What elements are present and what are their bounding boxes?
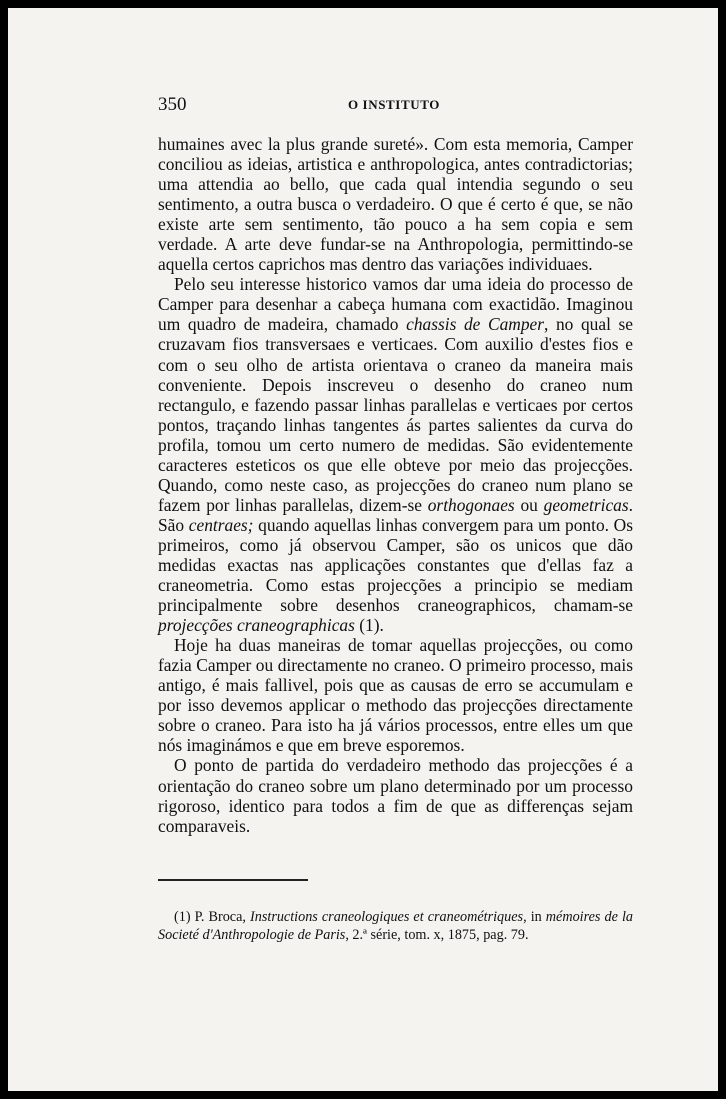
footnote-text: (1) P. Broca,	[174, 909, 251, 925]
footnote-journal: mémoires de la Societé d'Anthropologie de Paris	[158, 909, 633, 943]
book-page	[8, 8, 718, 1091]
footnote-text: , 2.ª série, tom. x, 1875, pag. 79.	[345, 927, 529, 943]
body-text	[158, 134, 633, 836]
paragraph	[158, 134, 633, 274]
text-segment: Hoje ha duas maneiras de tomar aquellas projecções, ou como fazia Camper ou directamente no craneo. O primeiro processo, mais antigo, é mais fallivel, pois que as causas de erro se accumulam e por isso devemos applicar o methodo das projecções directamente sobre o craneo. Para isto ha já vários processos, entre elles um que nós imaginámos e que em breve esporemos.	[158, 635, 633, 756]
footnote-text: , in	[523, 909, 546, 925]
paragraph	[158, 635, 633, 755]
italic-term: centraes;	[188, 514, 254, 535]
italic-term: projecções craneographicas	[158, 615, 355, 636]
text-segment: humaines avec la plus grande sureté». Com esta memoria, Camper conciliou as ideias, artistica e anthropologica, antes contradictorias; uma attendia ao bello, que cada qual intendia segundo o seu sentimento, a outra busca o verdadeiro. O que é certo é que, se não existe arte sem sentimento, tão pouco a ha sem copia e sem verdade. A arte deve fundar-se na Anthropologia, permittindo-se aquella certos caprichos mas dentro das variações individuaes.	[158, 134, 633, 275]
text-segment: ou	[514, 494, 544, 515]
running-title: O INSTITUTO	[348, 97, 440, 112]
italic-term: geometricas	[543, 494, 629, 515]
text-segment: O ponto de partida do verdadeiro methodo das projecções é a orientação do craneo sobre um plano determinado por um processo rigoroso, identico para todos a fim de que as differenças sejam comparaveis.	[158, 755, 633, 836]
text-segment: quando aquellas linhas convergem para um ponto. Os primeiros, como já observou Camper, são os unicos que dão medidas exactas nas applicações constantes que d'ellas faz a craneometria. Como estas projecções a principio se mediam principalmente sobre desenhos craneographicos, chamam-se	[158, 514, 633, 616]
italic-term: orthogonaes	[427, 494, 515, 515]
footnote	[158, 908, 633, 944]
footnote-reference: (1).	[354, 615, 384, 636]
page-header	[158, 94, 633, 116]
text-segment: Pelo seu interesse historico vamos dar uma ideia do processo de Camper para desenhar a cabeça humana com exactidão. Imaginou um quadro de madeira, chamado	[158, 274, 633, 335]
italic-term: chassis de Camper	[406, 314, 545, 335]
paragraph	[158, 274, 633, 635]
text-segment: , no qual se cruzavam fios transversaes e verticaes. Com auxilio d'estes fios e com o seu olho de artista orientava o craneo da maneira mais conveniente. Depois inscreveu o desenho do craneo num rectangulo, e fazendo passar linhas parallelas e verticaes por certos pontos, traçando linhas tangentes ás partes salientes da curva do profila, tomou um certo numero de medidas. São evidentemente caracteres esteticos os que elle obteve por meio das projecções. Quando, como neste caso, as projecções do craneo num plano se fazem por linhas parallelas, dizem-se	[158, 314, 634, 515]
page-number: 350	[158, 94, 187, 115]
text-segment: . São	[158, 494, 633, 535]
footnote-title: Instructions craneologiques et craneométriques	[250, 909, 524, 925]
paragraph	[158, 755, 633, 835]
footnote-divider	[158, 879, 308, 881]
